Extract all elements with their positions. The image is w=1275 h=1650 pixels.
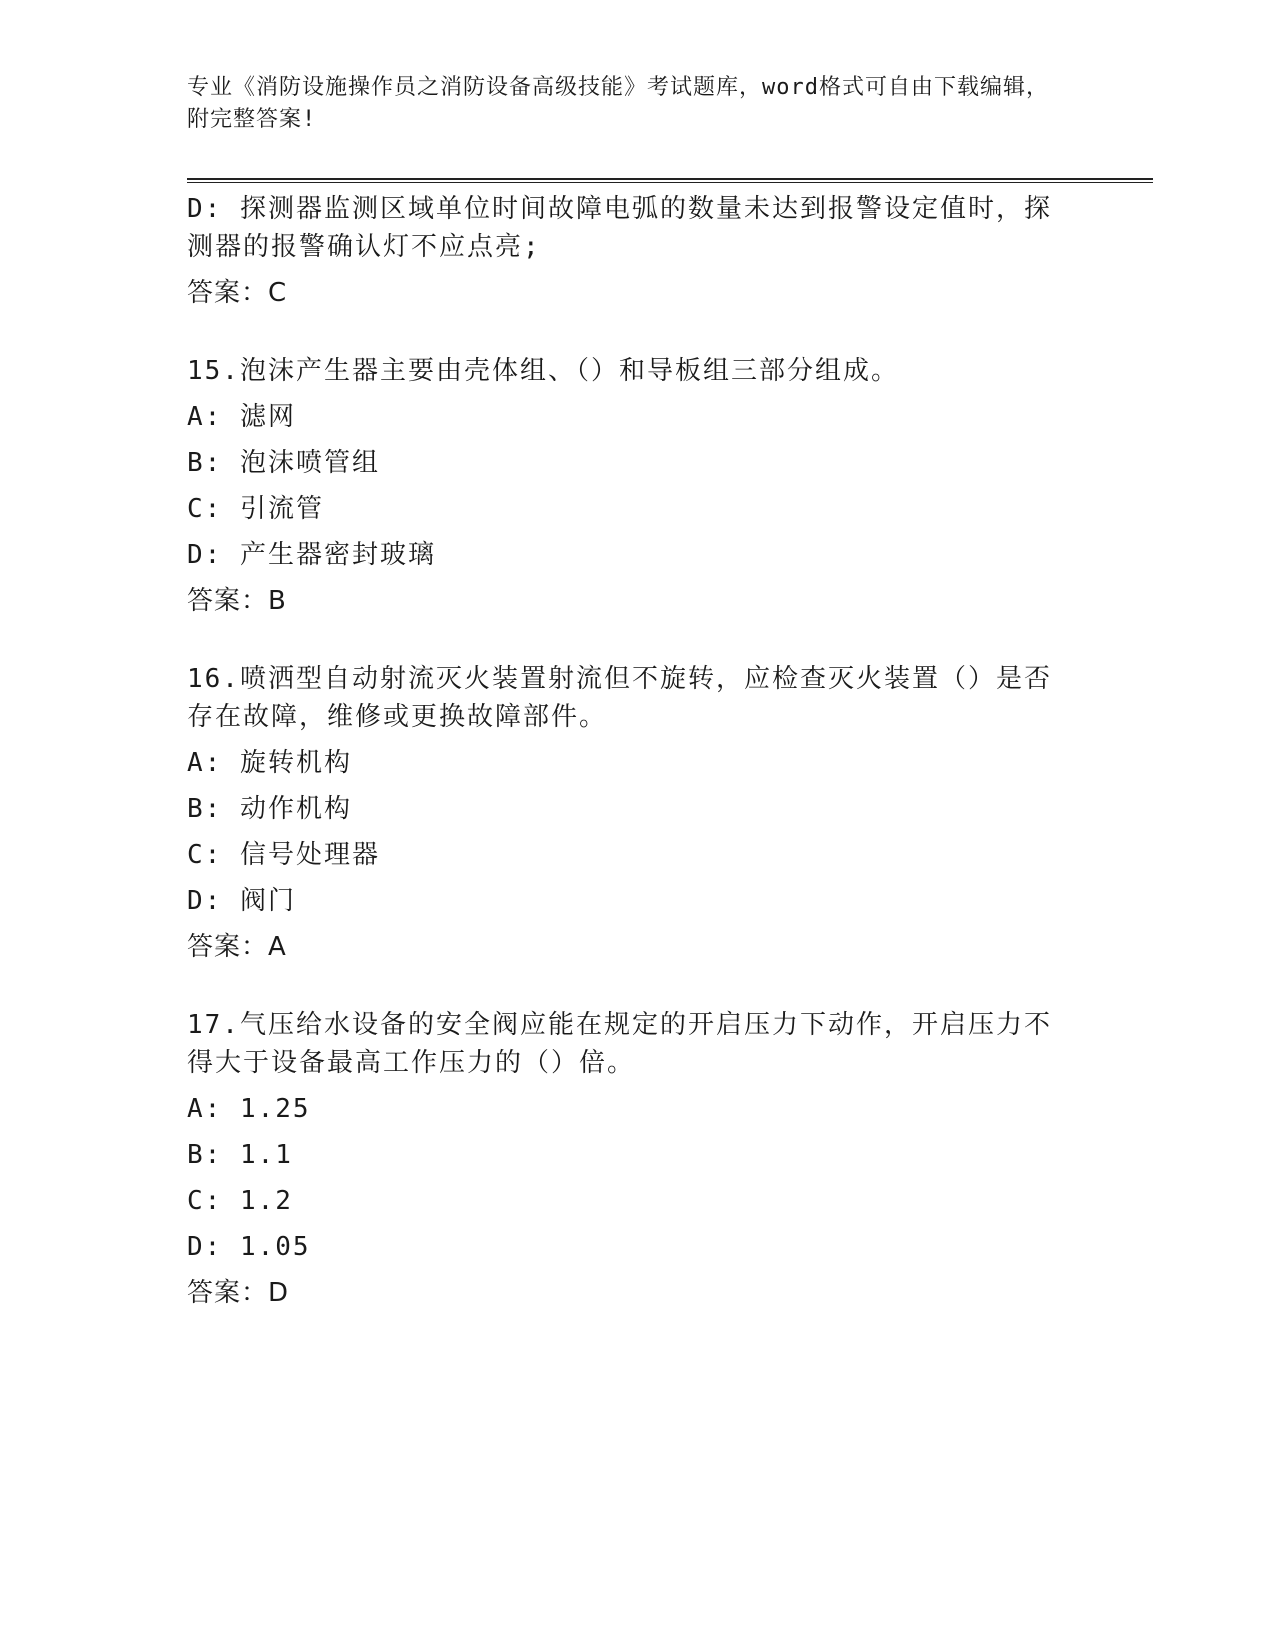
question-stem: 15.泡沫产生器主要由壳体组、（）和导板组三部分组成。 <box>187 356 899 386</box>
question-stem: 17.气压给水设备的安全阀应能在规定的开启压力下动作，开启压力不得大于设备最高工作压力的（）倍。 <box>187 1010 1052 1078</box>
option-a: A: 1.25 <box>187 1094 311 1124</box>
question-14-option-d: D: 探测器监测区域单位时间故障电弧的数量未达到报警设定值时，探测器的报警确认灯不应点亮; <box>187 194 1052 262</box>
option-d: D: 1.05 <box>187 1232 311 1262</box>
option-a: A: 旋转机构 <box>187 748 352 778</box>
question-stem: 16.喷洒型自动射流灭火装置射流但不旋转，应检查灭火装置（）是否存在故障，维修或更换故障部件。 <box>187 664 1052 732</box>
question-16 <box>187 660 1067 966</box>
option-c: C: 信号处理器 <box>187 840 380 870</box>
option-d: D: 阀门 <box>187 886 296 916</box>
option-c: C: 1.2 <box>187 1186 293 1216</box>
option-b: B: 1.1 <box>187 1140 293 1170</box>
option-b: B: 动作机构 <box>187 794 352 824</box>
option-d: D: 产生器密封玻璃 <box>187 540 436 570</box>
answer: 答案：D <box>187 1278 290 1308</box>
answer: 答案：A <box>187 932 287 962</box>
question-17 <box>187 1006 1067 1312</box>
question-15 <box>187 352 1067 620</box>
document-header: 专业《消防设施操作员之消防设备高级技能》考试题库，word格式可自由下载编辑，附完整答案! <box>187 75 1049 132</box>
option-c: C: 引流管 <box>187 494 324 524</box>
answer: 答案：B <box>187 586 287 616</box>
document-body <box>187 190 1067 1320</box>
option-a: A: 滤网 <box>187 402 296 432</box>
option-b: B: 泡沫喷管组 <box>187 448 380 478</box>
header-divider <box>187 178 1153 183</box>
question-14-answer: 答案：C <box>187 278 288 308</box>
